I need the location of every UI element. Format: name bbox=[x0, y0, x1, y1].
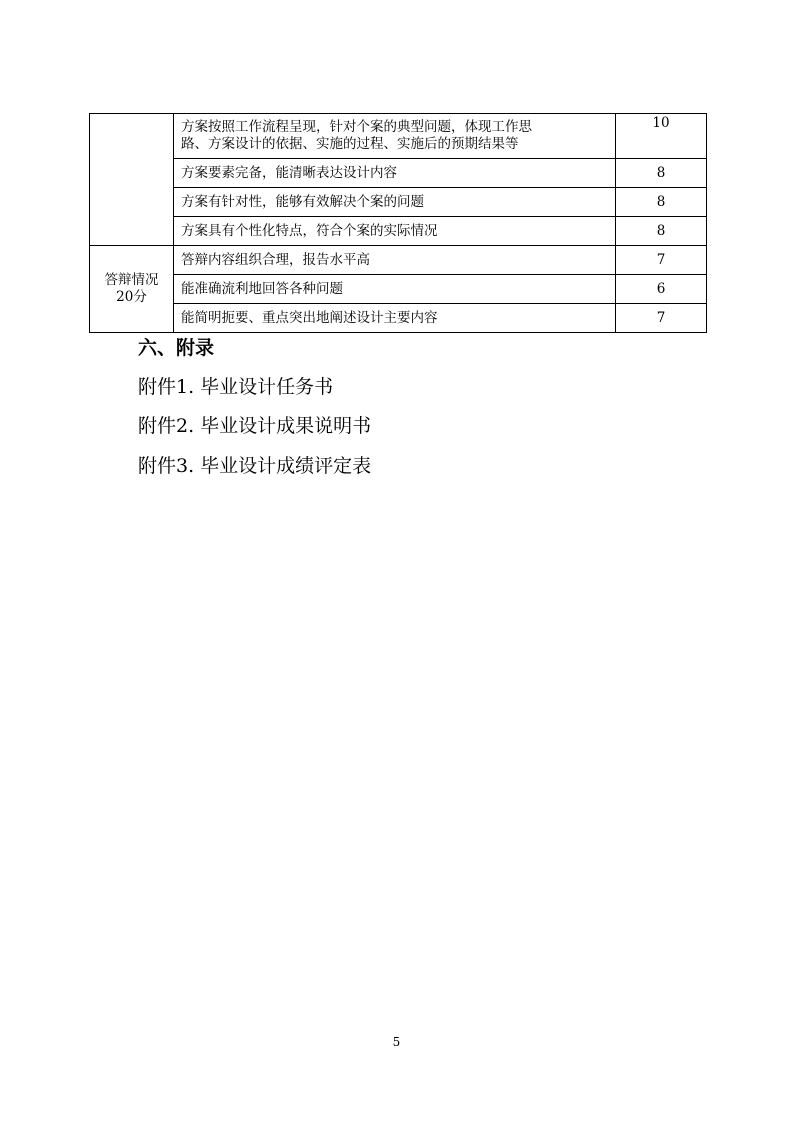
table-row bbox=[90, 188, 707, 217]
score-cell: 8 bbox=[616, 188, 707, 217]
category-cell-design bbox=[90, 114, 174, 246]
criterion-cell: 方案要素完备，能清晰表达设计内容 bbox=[174, 159, 616, 188]
score-cell: 7 bbox=[616, 246, 707, 275]
category-score: 20分 bbox=[116, 289, 147, 305]
table-row bbox=[90, 159, 707, 188]
score-cell: 7 bbox=[616, 304, 707, 333]
criterion-cell bbox=[174, 114, 616, 159]
appendix-item: 附件3. 毕业设计成绩评定表 bbox=[138, 455, 372, 477]
table-row bbox=[90, 275, 707, 304]
page-number: 5 bbox=[392, 1035, 401, 1049]
score-cell: 8 bbox=[616, 159, 707, 188]
criterion-cell: 能准确流利地回答各种问题 bbox=[174, 275, 616, 304]
table-row bbox=[90, 114, 707, 159]
score-cell: 6 bbox=[616, 275, 707, 304]
table-row bbox=[90, 217, 707, 246]
criterion-cell: 方案具有个性化特点，符合个案的实际情况 bbox=[174, 217, 616, 246]
score-cell: 8 bbox=[616, 217, 707, 246]
table-row bbox=[90, 304, 707, 333]
appendix-item: 附件1. 毕业设计任务书 bbox=[138, 376, 334, 398]
category-cell-defense bbox=[90, 246, 174, 333]
appendix-item: 附件2. 毕业设计成果说明书 bbox=[138, 415, 372, 437]
criterion-cell: 答辩内容组织合理，报告水平高 bbox=[174, 246, 616, 275]
criterion-text-line: 方案按照工作流程呈现，针对个案的典型问题，体现工作思 bbox=[181, 119, 532, 135]
category-label: 答辩情况 bbox=[104, 272, 159, 288]
score-cell: 10 bbox=[616, 114, 707, 159]
grading-table bbox=[89, 113, 707, 333]
criterion-cell: 能简明扼要、重点突出地阐述设计主要内容 bbox=[174, 304, 616, 333]
criterion-text-line: 路、方案设计的依据、实施的过程、实施后的预期结果等 bbox=[181, 136, 519, 152]
section-heading: 六、附录 bbox=[138, 337, 215, 359]
table-row bbox=[90, 246, 707, 275]
criterion-cell: 方案有针对性，能够有效解决个案的问题 bbox=[174, 188, 616, 217]
